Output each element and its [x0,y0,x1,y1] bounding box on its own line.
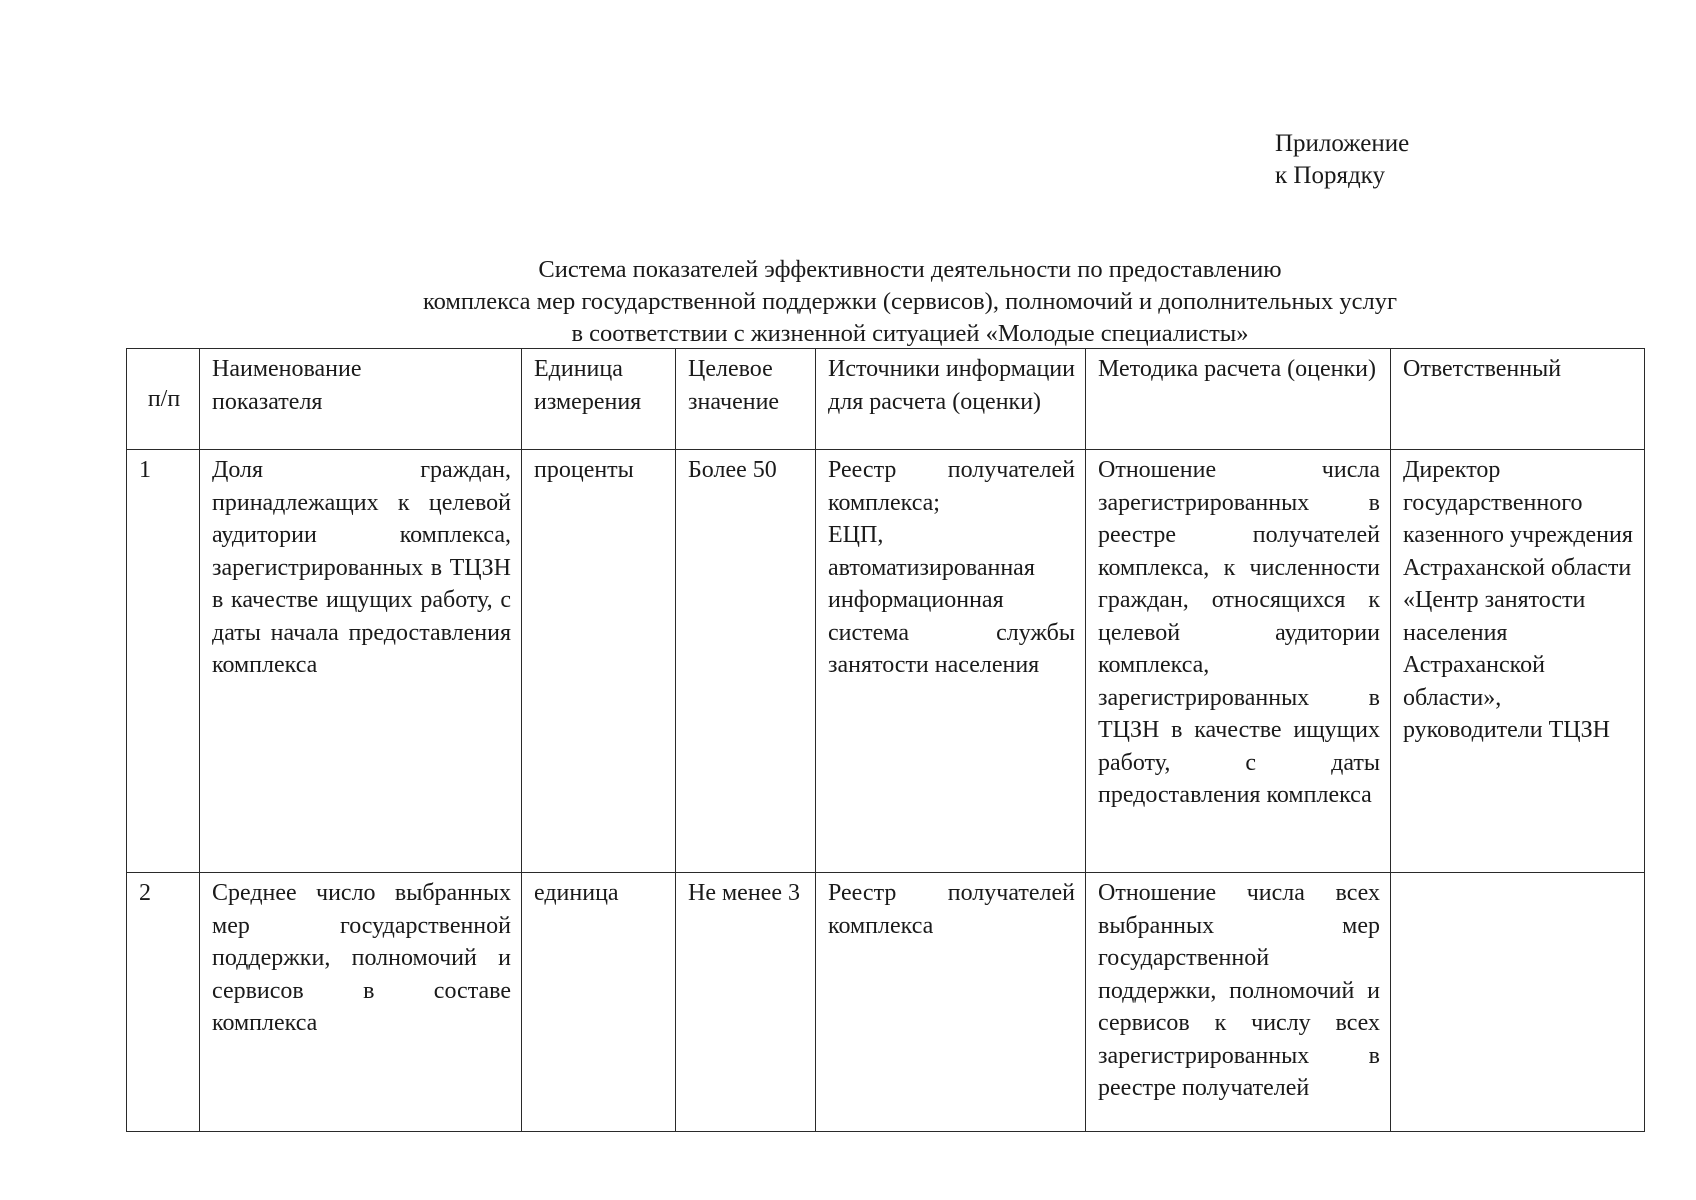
appendix-line-1: Приложение [1275,130,1410,157]
cell-method: Отношение числа зарегистрированных в реестре получателей комплекса, к численности граждан, относящихся к целевой аудитории комплекса, зарегистрированных в ТЦЗН в качестве ищущих работу, с даты предоставления комплекса [1086,450,1391,873]
cell-target: Более 50 [676,450,816,873]
title-line-2: комплекса мер государственной поддержки (сервисов), полномочий и дополнительных услуг [422,288,1398,315]
cell-target: Не менее 3 [676,873,816,1132]
cell-indicator-name: Доля граждан, принадлежащих к целевой аудитории комплекса, зарегистрированных в ТЦЗН в качестве ищущих работу, с даты начала предоставления комплекса [200,450,522,873]
cell-number: 2 [127,873,200,1132]
cell-unit: проценты [522,450,676,873]
header-cell-sources: Источники информации для расчета (оценки) [816,349,1086,450]
table-row [127,450,1645,873]
appendix-line-2: к Порядку [1275,162,1385,189]
table-row [127,873,1645,1132]
cell-responsible: Директор государственного казенного учреждения Астраханской области «Центр занятости населения Астраханской области», руководители ТЦЗН [1391,450,1645,873]
header-cell-responsible: Ответственный [1391,349,1645,450]
table-header-row [127,349,1645,450]
cell-unit: единица [522,873,676,1132]
title-line-3: в соответствии с жизненной ситуацией «Молодые специалисты» [571,320,1249,347]
cell-indicator-name: Среднее число выбранных мер государственной поддержки, полномочий и сервисов в составе комплекса [200,873,522,1132]
header-cell-target: Целевое значение [676,349,816,450]
document-title [260,254,1560,350]
cell-sources: Реестр получателей комплекса; ЕЦП, автоматизированная информационная система службы занятости населения [816,450,1086,873]
cell-number: 1 [127,450,200,873]
header-cell-indicator-name: Наименование показателя [200,349,522,450]
header-cell-method: Методика расчета (оценки) [1086,349,1391,450]
cell-responsible [1391,873,1645,1132]
indicators-table [126,348,1645,1132]
cell-method: Отношение числа всех выбранных мер государственной поддержки, полномочий и сервисов к числу всех зарегистрированных в реестре получателей [1086,873,1391,1132]
cell-sources: Реестр получателей комплекса [816,873,1086,1132]
title-line-1: Система показателей эффективности деятельности по предоставлению [538,256,1282,283]
header-cell-number: п/п [127,349,200,450]
appendix-note [1275,128,1409,192]
header-cell-unit: Единица измерения [522,349,676,450]
